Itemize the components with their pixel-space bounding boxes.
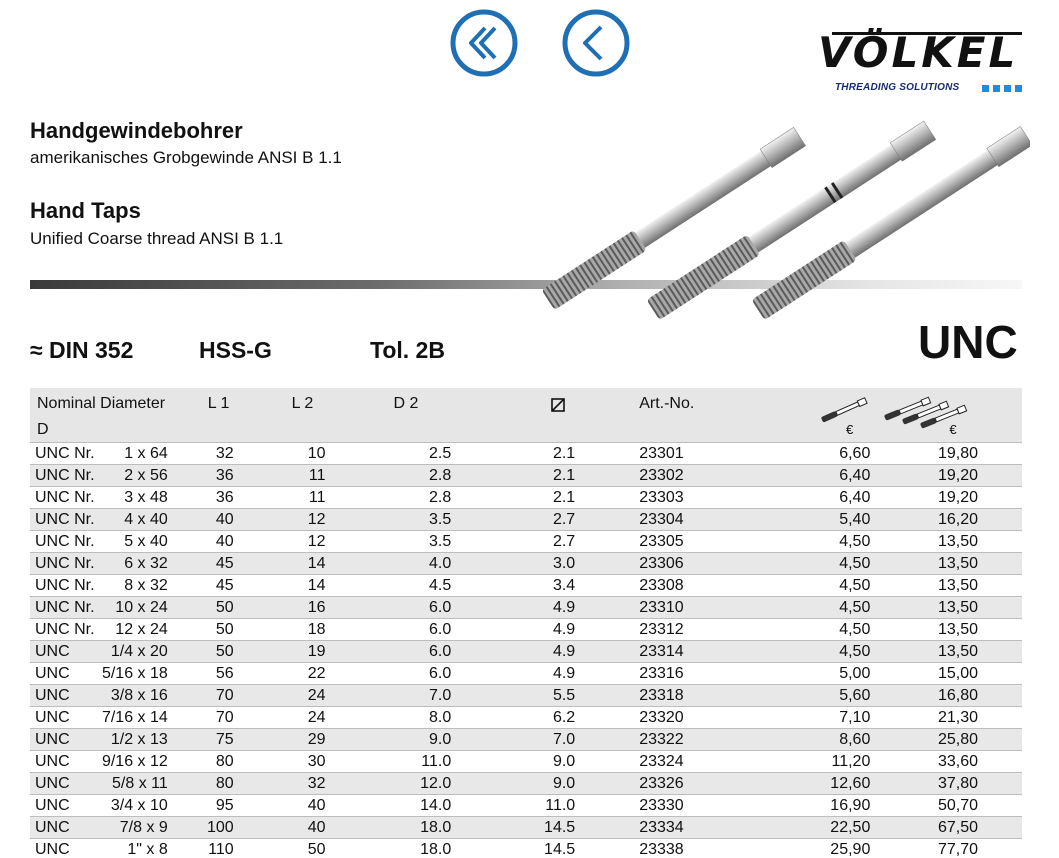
cell-type: UNC — [35, 840, 70, 858]
cell-price-set: 37,80 — [937, 774, 978, 792]
price-set-currency: € — [949, 422, 957, 437]
table-row — [30, 530, 1022, 552]
cell-d2: 3.5 — [429, 510, 452, 528]
hand-taps-image — [538, 110, 1030, 328]
cell-price-set: 19,20 — [937, 488, 978, 506]
cell-nominal-size: 1/2 x 13 — [110, 730, 168, 748]
brand-squares-icon — [982, 85, 1024, 93]
cell-d2: 9.0 — [429, 730, 452, 748]
cell-art-no: 23304 — [639, 510, 684, 528]
cell-square: 3.4 — [552, 576, 576, 594]
cell-price-set: 13,50 — [937, 620, 978, 638]
first-page-button[interactable] — [449, 8, 519, 78]
header-l1: L 1 — [207, 395, 230, 412]
page-subtitle-de: amerikanisches Grobgewinde ANSI B 1.1 — [30, 148, 342, 167]
cell-price-single: 6,60 — [839, 444, 871, 462]
cell-price-single: 4,50 — [839, 576, 871, 594]
cell-price-set: 19,80 — [937, 444, 978, 462]
cell-art-no: 23312 — [639, 620, 684, 638]
cell-price-set: 77,70 — [937, 840, 978, 858]
cell-l2: 11 — [308, 488, 326, 506]
cell-square: 2.7 — [552, 532, 576, 550]
brand-name: VÖLKEL — [818, 28, 1019, 77]
cell-nominal-size: 1/4 x 20 — [110, 642, 168, 660]
cell-d2: 18.0 — [420, 818, 452, 836]
cell-price-single: 4,50 — [839, 554, 871, 572]
table-row — [30, 640, 1022, 662]
cell-price-set: 13,50 — [937, 576, 978, 594]
cell-type: UNC — [35, 686, 70, 704]
cell-l1: 56 — [215, 664, 234, 682]
cell-square: 5.5 — [552, 686, 576, 704]
cell-price-set: 16,20 — [937, 510, 978, 528]
cell-d2: 12.0 — [420, 774, 452, 792]
cell-art-no: 23308 — [639, 576, 684, 594]
cell-nominal-size: 5/16 x 18 — [101, 664, 168, 682]
cell-square: 4.9 — [552, 642, 576, 660]
cell-type: UNC — [35, 730, 70, 748]
cell-square: 11.0 — [545, 796, 576, 814]
cell-price-single: 6,40 — [839, 466, 871, 484]
cell-price-single: 8,60 — [839, 730, 871, 748]
header-price-set — [870, 388, 1022, 442]
cell-price-set: 33,60 — [937, 752, 978, 770]
cell-l2: 32 — [307, 774, 326, 792]
cell-l2: 22 — [307, 664, 326, 682]
cell-l1: 80 — [215, 774, 234, 792]
cell-price-set: 13,50 — [937, 532, 978, 550]
table-row — [30, 816, 1022, 838]
cell-l1: 40 — [215, 510, 234, 528]
cell-art-no: 23301 — [639, 444, 684, 462]
cell-price-set: 15,00 — [937, 664, 978, 682]
cell-art-no: 23334 — [639, 818, 684, 836]
cell-art-no: 23320 — [639, 708, 684, 726]
spec-material: HSS-G — [199, 337, 272, 363]
cell-art-no: 23330 — [639, 796, 684, 814]
cell-type: UNC — [35, 752, 70, 770]
cell-type: UNC Nr. — [35, 444, 95, 462]
cell-l2: 40 — [307, 796, 326, 814]
cell-nominal-size: 7/16 x 14 — [101, 708, 168, 726]
cell-price-set: 13,50 — [937, 554, 978, 572]
cell-d2: 14.0 — [420, 796, 452, 814]
cell-type: UNC Nr. — [35, 554, 95, 572]
cell-l2: 12 — [307, 532, 326, 550]
cell-d2: 6.0 — [429, 620, 452, 638]
cell-type: UNC Nr. — [35, 576, 95, 594]
cell-l2: 18 — [307, 620, 326, 638]
cell-square: 4.9 — [552, 664, 576, 682]
cell-nominal-size: 1 x 64 — [124, 444, 168, 462]
cell-price-single: 11,20 — [831, 752, 871, 770]
price-single-currency: € — [845, 422, 854, 437]
cell-l2: 12 — [307, 510, 326, 528]
cell-d2: 2.8 — [429, 488, 452, 506]
cell-d2: 2.5 — [429, 444, 452, 462]
cell-d2: 6.0 — [429, 664, 452, 682]
cell-square: 9.0 — [552, 774, 576, 792]
header-price-single — [719, 388, 870, 442]
cell-square: 14.5 — [544, 818, 576, 836]
product-table — [30, 388, 1022, 858]
cell-l1: 50 — [215, 642, 234, 660]
cell-price-set: 67,50 — [937, 818, 978, 836]
cell-nominal-size: 4 x 40 — [124, 510, 168, 528]
cell-l2: 24 — [307, 686, 326, 704]
cell-nominal-size: 3/8 x 16 — [110, 686, 168, 704]
cell-l2: 40 — [307, 818, 326, 836]
cell-art-no: 23310 — [639, 598, 684, 616]
cell-l1: 32 — [215, 444, 234, 462]
cell-nominal-size: 3/4 x 10 — [110, 796, 168, 814]
cell-type: UNC Nr. — [35, 488, 95, 506]
cell-type: UNC Nr. — [35, 466, 95, 484]
cell-price-single: 5,40 — [839, 510, 871, 528]
cell-art-no: 23302 — [639, 466, 684, 484]
cell-price-single: 12,60 — [830, 774, 871, 792]
brand-logo — [818, 30, 1024, 98]
cell-price-single: 6,40 — [839, 488, 871, 506]
table-row — [30, 728, 1022, 750]
cell-price-single: 25,90 — [830, 840, 871, 858]
cell-price-set: 50,70 — [937, 796, 978, 814]
cell-l2: 14 — [307, 554, 326, 572]
cell-l1: 36 — [215, 488, 234, 506]
cell-nominal-size: 6 x 32 — [124, 554, 168, 572]
cell-d2: 4.5 — [429, 576, 452, 594]
cell-l1: 50 — [215, 620, 234, 638]
cell-l1: 80 — [215, 752, 234, 770]
previous-page-button[interactable] — [561, 8, 631, 78]
cell-art-no: 23322 — [639, 730, 684, 748]
cell-l1: 45 — [215, 576, 234, 594]
cell-price-single: 4,50 — [839, 532, 871, 550]
cell-type: UNC Nr. — [35, 598, 95, 616]
cell-square: 2.7 — [552, 510, 576, 528]
cell-l2: 10 — [307, 444, 326, 462]
cell-l2: 30 — [307, 752, 326, 770]
cell-nominal-size: 5/8 x 11 — [112, 774, 168, 792]
table-row — [30, 508, 1022, 530]
header-art-no: Art.-No. — [639, 395, 695, 412]
header-l2: L 2 — [291, 395, 314, 412]
table-header-row — [30, 388, 1022, 442]
cell-price-set: 25,80 — [937, 730, 978, 748]
cell-l1: 75 — [215, 730, 234, 748]
cell-price-set: 21,30 — [937, 708, 978, 726]
cell-d2: 2.8 — [429, 466, 452, 484]
thread-type-label: UNC — [918, 316, 1018, 368]
cell-l1: 45 — [215, 554, 234, 572]
cell-d2: 11.0 — [421, 752, 452, 770]
cell-d2: 6.0 — [429, 642, 452, 660]
brand-tagline: THREADING SOLUTIONS — [835, 82, 960, 93]
table-row — [30, 706, 1022, 728]
spec-tolerance: Tol. 2B — [370, 337, 445, 363]
cell-art-no: 23314 — [639, 642, 684, 660]
cell-price-single: 4,50 — [839, 620, 871, 638]
cell-l2: 16 — [307, 598, 326, 616]
cell-l2: 14 — [307, 576, 326, 594]
cell-nominal-size: 12 x 24 — [115, 620, 168, 638]
cell-d2: 6.0 — [429, 598, 452, 616]
cell-d2: 7.0 — [429, 686, 452, 704]
cell-type: UNC — [35, 708, 70, 726]
cell-type: UNC — [35, 642, 70, 660]
cell-price-single: 7,10 — [839, 708, 871, 726]
cell-nominal-size: 8 x 32 — [124, 576, 168, 594]
cell-square: 7.0 — [552, 730, 576, 748]
cell-l1: 100 — [206, 818, 234, 836]
table-row — [30, 684, 1022, 706]
cell-l1: 95 — [215, 796, 234, 814]
cell-square: 3.0 — [552, 554, 576, 572]
cell-price-set: 13,50 — [937, 642, 978, 660]
cell-square: 6.2 — [552, 708, 576, 726]
cell-art-no: 23305 — [639, 532, 684, 550]
cell-l2: 24 — [307, 708, 326, 726]
cell-price-set: 16,80 — [937, 686, 978, 704]
cell-art-no: 23316 — [639, 664, 684, 682]
cell-type: UNC — [35, 664, 70, 682]
cell-square: 4.9 — [552, 620, 576, 638]
table-row — [30, 838, 1022, 858]
tap-set-icon — [881, 392, 991, 430]
cell-price-single: 16,90 — [830, 796, 871, 814]
table-row — [30, 442, 1022, 464]
cell-price-single: 5,60 — [839, 686, 871, 704]
cell-art-no: 23326 — [639, 774, 684, 792]
cell-square: 2.1 — [552, 466, 576, 484]
header-nominal-diameter: Nominal Diameter D — [37, 395, 166, 438]
cell-type: UNC — [35, 796, 70, 814]
cell-nominal-size: 7/8 x 9 — [119, 818, 168, 836]
cell-square: 2.1 — [552, 444, 576, 462]
header-square — [451, 388, 575, 442]
cell-nominal-size: 1" x 8 — [127, 840, 168, 858]
cell-d2: 8.0 — [429, 708, 452, 726]
cell-art-no: 23338 — [639, 840, 684, 858]
table-row — [30, 772, 1022, 794]
page-title-de: Handgewindebohrer — [30, 118, 243, 143]
table-row — [30, 552, 1022, 574]
cell-nominal-size: 9/16 x 12 — [101, 752, 168, 770]
cell-square: 9.0 — [552, 752, 576, 770]
cell-l1: 50 — [215, 598, 234, 616]
cell-square: 4.9 — [552, 598, 576, 616]
cell-d2: 18.0 — [420, 840, 452, 858]
cell-square: 14.5 — [544, 840, 576, 858]
table-body — [30, 442, 1022, 858]
cell-type: UNC — [35, 818, 70, 836]
cell-art-no: 23306 — [639, 554, 684, 572]
cell-d2: 4.0 — [429, 554, 452, 572]
cell-l2: 11 — [308, 466, 326, 484]
cell-l1: 70 — [215, 708, 234, 726]
cell-nominal-size: 2 x 56 — [124, 466, 168, 484]
table-row — [30, 574, 1022, 596]
cell-nominal-size: 10 x 24 — [115, 598, 168, 616]
cell-l2: 29 — [307, 730, 326, 748]
chevron-left-icon — [585, 27, 601, 59]
cell-price-single: 4,50 — [839, 642, 871, 660]
cell-d2: 3.5 — [429, 532, 452, 550]
cell-l1: 40 — [215, 532, 234, 550]
table-row — [30, 662, 1022, 684]
cell-type: UNC — [35, 774, 70, 792]
table-row — [30, 794, 1022, 816]
cell-price-single: 22,50 — [830, 818, 871, 836]
page-subtitle-en: Unified Coarse thread ANSI B 1.1 — [30, 229, 284, 248]
square-diagonal-icon — [551, 398, 565, 412]
cell-l2: 19 — [307, 642, 326, 660]
cell-price-single: 4,50 — [839, 598, 871, 616]
cell-l2: 50 — [307, 840, 326, 858]
double-chevron-left-icon — [471, 28, 495, 58]
cell-type: UNC Nr. — [35, 620, 95, 638]
cell-nominal-size: 3 x 48 — [124, 488, 168, 506]
cell-art-no: 23318 — [639, 686, 684, 704]
cell-l1: 70 — [215, 686, 234, 704]
cell-type: UNC Nr. — [35, 532, 95, 550]
page-title-en: Hand Taps — [30, 198, 141, 223]
header-d2: D 2 — [393, 395, 419, 412]
cell-l1: 110 — [208, 840, 234, 858]
cell-price-set: 19,20 — [937, 466, 978, 484]
cell-type: UNC Nr. — [35, 510, 95, 528]
table-row — [30, 464, 1022, 486]
cell-price-single: 5,00 — [839, 664, 871, 682]
cell-l1: 36 — [215, 466, 234, 484]
table-row — [30, 618, 1022, 640]
cell-square: 2.1 — [552, 488, 576, 506]
cell-price-set: 13,50 — [937, 598, 978, 616]
table-row — [30, 596, 1022, 618]
cell-art-no: 23303 — [639, 488, 684, 506]
spec-standard: ≈ DIN 352 — [30, 337, 134, 363]
table-row — [30, 750, 1022, 772]
table-row — [30, 486, 1022, 508]
cell-nominal-size: 5 x 40 — [124, 532, 168, 550]
cell-art-no: 23324 — [639, 752, 684, 770]
